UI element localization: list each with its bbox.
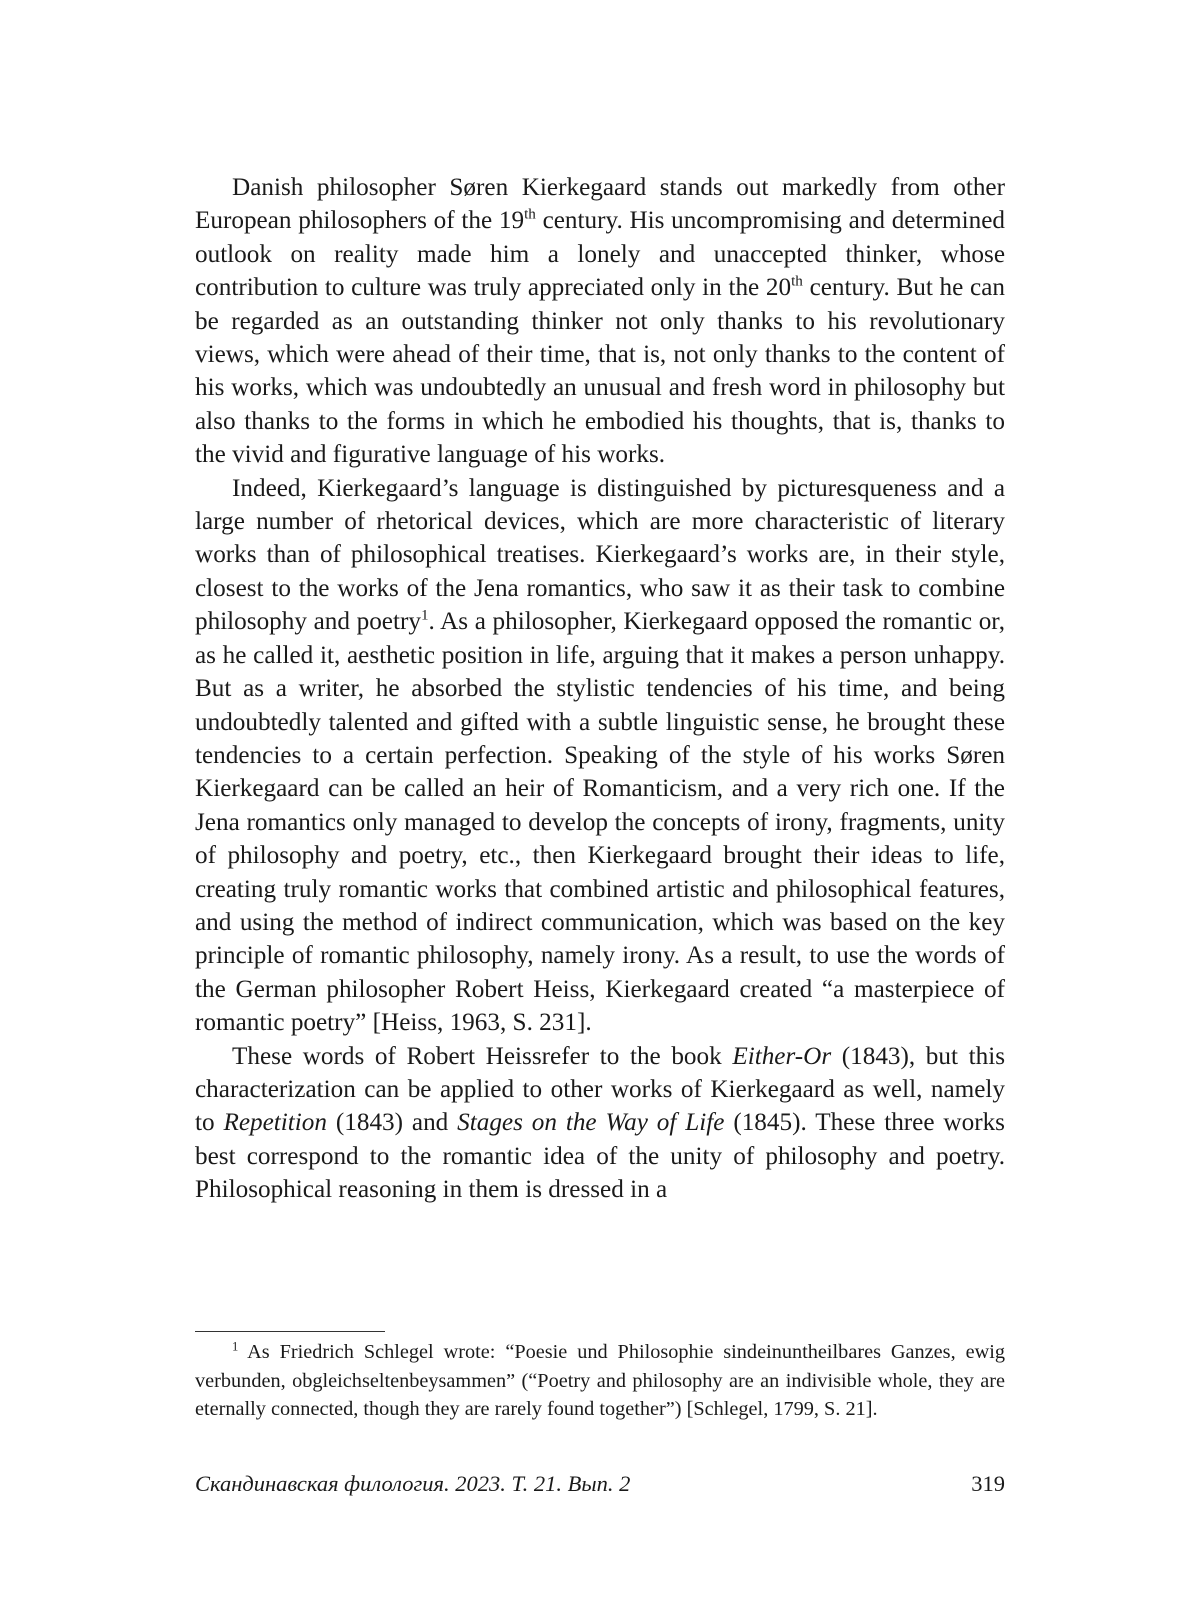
footnote-marker: 1: [232, 1339, 239, 1354]
text-run: These words of Robert Heissrefer to the book: [232, 1042, 733, 1070]
text-run: (1843) and: [327, 1109, 458, 1137]
journal-citation: Скандинавская филология. 2023. Т. 21. Вып. 2: [195, 1471, 631, 1496]
book-title: Either-Or: [732, 1042, 832, 1070]
superscript: th: [524, 207, 536, 224]
text-run: (1843), but this characterization can be applied to other works of Kierkegaard as well, namely to: [195, 1042, 1005, 1137]
page-footer: [195, 1468, 1005, 1500]
paragraph: [195, 1040, 1005, 1207]
book-title: Stages on the Way of Life: [457, 1109, 725, 1137]
footnote: [195, 1338, 1005, 1424]
text-run: . As a philosopher, Kierkegaard opposed the romantic or, as he called it, aesthetic position in life, arguing that it makes a person unhappy. But as a writer, he absorbed the stylistic tendencies of his time, and being undoubtedly talented and gifted with a subtle linguistic sense, he brought these tendencies to a certain perfection. Speaking of the style of his works Søren Kierkegaard can be called an heir of Romanticism, and a very rich one. If the Jena romantics only managed to develop the concepts of irony, fragments, unity of philosophy and poetry, etc., then Kierkegaard brought their ideas to life, creating truly romantic works that combined artistic and philosophical features, and using the method of indirect communication, which was based on the key principle of romantic philosophy, namely irony. As a result, to use the words of the German philosopher Robert Heiss, Kierkegaard created “a masterpiece of romantic poetry” [Heiss, 1963, S. 231].: [195, 608, 1005, 1037]
text-run: (1845). These three works best correspond to the romantic idea of the unity of philosophy and poetry. Philosophical reasoning in them is dressed in a: [195, 1109, 1005, 1204]
text-run: Danish philosopher Søren Kierkegaard stands out markedly from other European philosophers of the 19: [195, 174, 1005, 235]
superscript: th: [791, 273, 803, 290]
body-text: [195, 171, 1005, 1207]
page-number: 319: [971, 1471, 1005, 1496]
footnote-text: As Friedrich Schlegel wrote: “Poesie und Philosophie sindeinuntheilbares Ganzes, ewig verbunden, obgleichseltenbeysammen” (“Poetry and philosophy are an indivisible whole, they are eternally connected, though they are rarely found together”) [Schlegel, 1799, S. 21].: [195, 1341, 1005, 1420]
text-run: century. His uncompromising and determined outlook on reality made him a lonely and unaccepted thinker, whose contribution to culture was truly appreciated only in the 20: [195, 207, 1005, 302]
text-run: Indeed, Kierkegaard’s language is distinguished by picturesqueness and a large number of rhetorical devices, which are more characteristic of literary works than of philosophical treatises. Kierkegaard’s works are, in their style, closest to the works of the Jena romantics, who saw it as their task to combine philosophy and poetry: [195, 474, 1005, 636]
book-title: Repetition: [223, 1109, 327, 1137]
paragraph: [195, 472, 1005, 1040]
paragraph: [195, 171, 1005, 472]
text-run: century. But he can be regarded as an outstanding thinker not only thanks to his revolutionary views, which were ahead of their time, that is, not only thanks to the content of his works, which was undoubtedly an unusual and fresh word in philosophy but also thanks to the forms in which he embodied his thoughts, that is, thanks to the vivid and figurative language of his works.: [195, 274, 1005, 469]
footnote-reference[interactable]: 1: [420, 607, 429, 624]
footnote-divider: [195, 1331, 385, 1332]
